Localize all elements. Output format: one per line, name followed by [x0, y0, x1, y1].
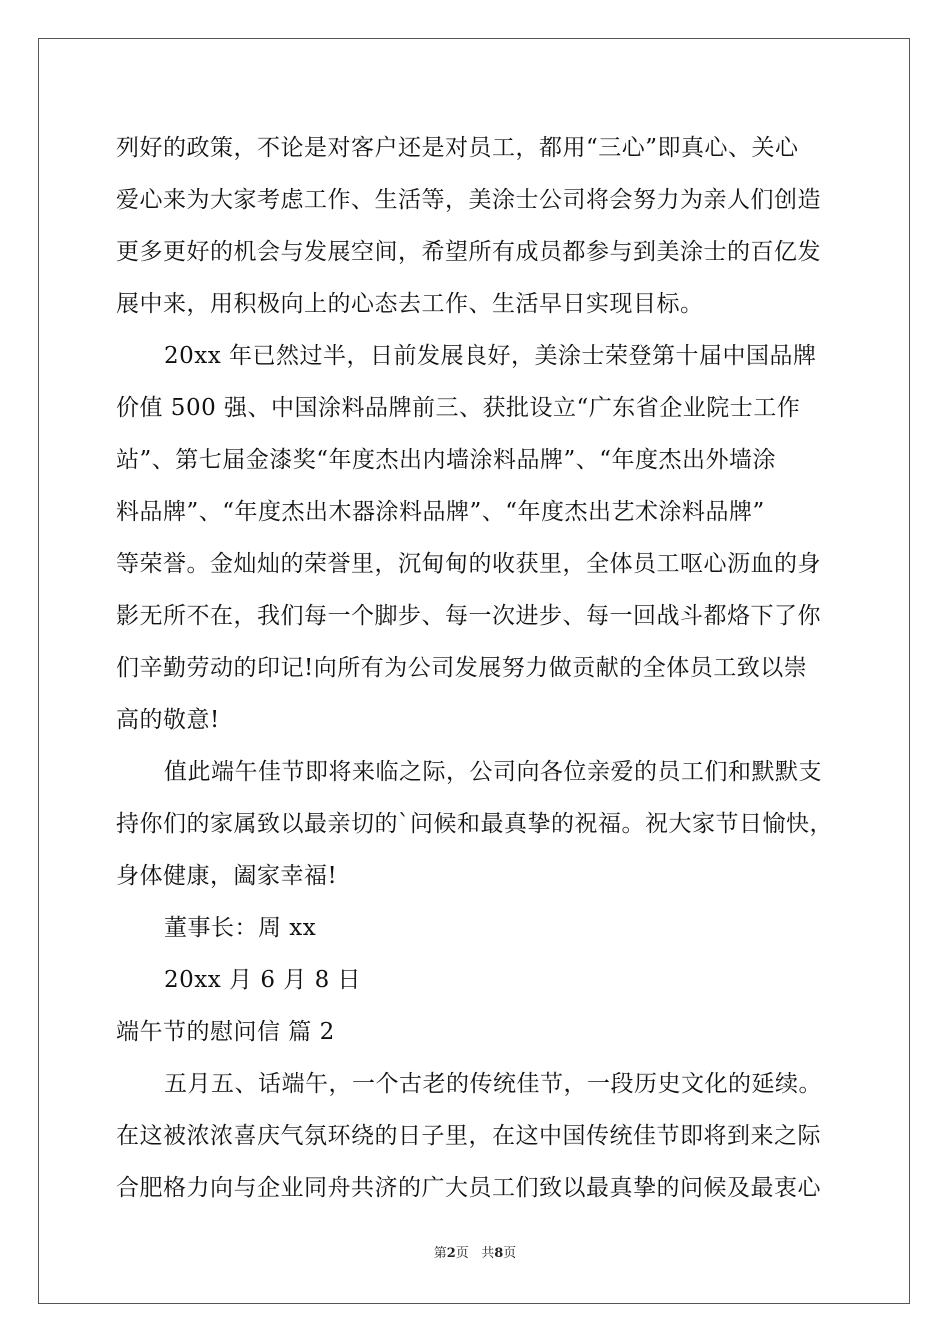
paragraph-start-line: 20xx 年已然过半，日前发展良好，美涂士荣登第十届中国品牌	[164, 343, 817, 369]
page-footer	[0, 1246, 950, 1262]
text-line: 价值 500 强、中国涂料品牌前三、获批设立“广东省企业院士工作	[116, 395, 801, 421]
footer-total-prefix: 共	[481, 1246, 495, 1261]
footer-page-suffix: 页	[455, 1246, 469, 1261]
text-line: 持你们的家属致以最亲切的`问候和最真挚的祝福。祝大家节日愉快，	[116, 811, 833, 837]
text-line: 列好的政策，不论是对客户还是对员工，都用“三心”即真心、关心	[116, 135, 799, 161]
text-line: 料品牌”、“年度杰出木器涂料品牌”、“年度杰出艺术涂料品牌”	[116, 499, 765, 525]
text-line: 等荣誉。金灿灿的荣誉里，沉甸甸的收获里，全体员工呕心沥血的身	[116, 551, 821, 577]
text-line: 合肥格力向与企业同舟共济的广大员工们致以最真挚的问候及最衷心	[116, 1175, 821, 1201]
signature-line: 董事长：周 xx	[164, 915, 317, 941]
footer-prefix: 第	[433, 1246, 447, 1261]
date-line: 20xx 月 6 月 8 日	[164, 967, 362, 993]
text-line: 爱心来为大家考虑工作、生活等，美涂士公司将会努力为亲人们创造	[116, 187, 821, 213]
section-heading: 端午节的慰问信 篇 2	[116, 1019, 335, 1045]
text-line: 高的敬意!	[116, 707, 220, 733]
text-line: 影无所不在，我们每一个脚步、每一次进步、每一回战斗都烙下了你	[116, 603, 821, 629]
footer-total-suffix: 页	[503, 1246, 517, 1261]
paragraph-start-line: 值此端午佳节即将来临之际，公司向各位亲爱的员工们和默默支	[164, 759, 822, 785]
text-line: 更多更好的机会与发展空间，希望所有成员都参与到美涂士的百亿发	[116, 239, 821, 265]
text-line: 展中来，用积极向上的心态去工作、生活早日实现目标。	[116, 291, 704, 317]
text-line: 们辛勤劳动的印记!向所有为公司发展努力做贡献的全体员工致以崇	[116, 655, 808, 681]
current-page-number: 2	[446, 1246, 456, 1261]
text-line: 在这被浓浓喜庆气氛环绕的日子里，在这中国传统佳节即将到来之际	[116, 1123, 821, 1149]
paragraph-start-line: 五月五、话端午，一个古老的传统佳节，一段历史文化的延续。	[164, 1071, 822, 1097]
text-line: 身体健康，阖家幸福!	[116, 863, 338, 889]
text-line: 站”、第七届金漆奖“年度杰出内墙涂料品牌”、“年度杰出外墙涂	[116, 447, 777, 473]
total-pages-number: 8	[494, 1246, 504, 1261]
